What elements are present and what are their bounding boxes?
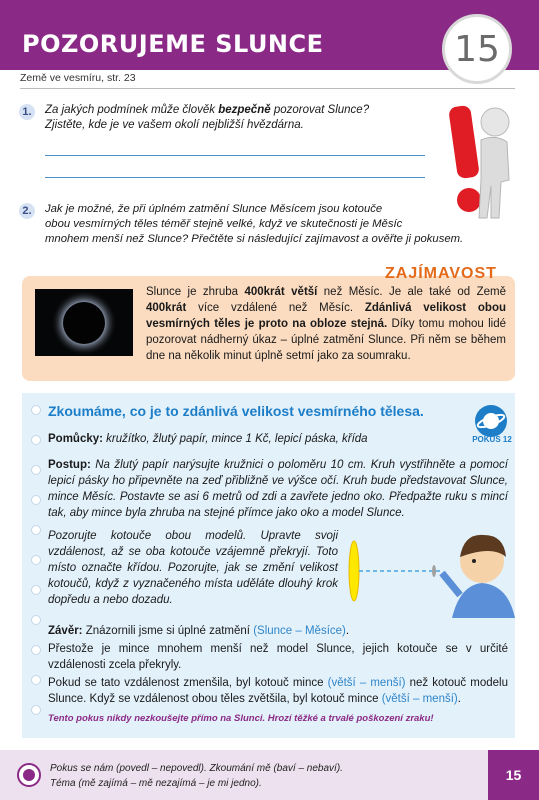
- notebook-hole: [31, 405, 41, 415]
- notebook-hole: [31, 705, 41, 715]
- zajimavost-box: [22, 276, 515, 381]
- lesson-number-badge: 15: [442, 14, 512, 84]
- experiment-notebook: [22, 393, 515, 738]
- experiment-title: Zkoumáme, co je to zdánlivá velikost vesmírného tělesa.: [48, 403, 424, 419]
- pokus-label: POKUS 12: [472, 435, 512, 444]
- notebook-hole: [31, 675, 41, 685]
- self-evaluation-text: Pokus se nám (povedl – nepovedl). Zkoumání mě (baví – nebaví). Téma (mě zajímá – mě nezajímá – je mi jedno).: [50, 763, 343, 789]
- notebook-hole: [31, 555, 41, 565]
- answer-line-1[interactable]: [45, 155, 425, 156]
- zajimavost-title: ZAJÍMAVOST: [385, 265, 497, 282]
- notebook-hole: [31, 435, 41, 445]
- experiment-illustration: [332, 523, 515, 618]
- notebook-hole: [31, 465, 41, 475]
- page-subtitle: Země ve vesmíru, str. 23: [20, 72, 136, 84]
- conclusion-paragraph-1: Přestože je mince mnohem menší než model Slunce, jejich kotouče se v určité vzdálenosti zcela překryly.: [48, 643, 508, 671]
- notebook-hole: [31, 525, 41, 535]
- notebook-hole: [31, 615, 41, 625]
- astronaut-icon: [16, 762, 42, 788]
- subtitle-divider: [20, 88, 515, 89]
- conclusion-paragraph-2: Pokud se tato vzdálenost zmenšila, byl kotouč mince (větší – menší) než kotouč modelu Slunce. Když se vzdálenost obou těles zvětšila, byl kotouč mince (větší – menší).: [48, 677, 508, 705]
- postup-continued: Pozorujte kotouče obou modelů. Upravte svoji vzdálenost, až se oba kotouče vzájemně překryjí. Toto místo označte křídou. Pozorujte, jak se změní velikost kotoučů, když z vyznačeného místa uděláte dlouhý krok dopředu a nebo dozadu.: [48, 530, 338, 606]
- pomucky-text: Pomůcky: kružítko, žlutý papír, mince 1 Kč, lepicí páska, křída: [48, 433, 368, 445]
- page-title: POZORUJEME SLUNCE: [22, 30, 324, 58]
- notebook-hole: [31, 585, 41, 595]
- notebook-hole: [31, 645, 41, 655]
- question-number-2: 2.: [19, 203, 35, 219]
- question-2-text: Jak je možné, že při úplném zatmění Slunce Měsícem jsou kotouče obou vesmírných těles téměř stejně velké, když ve skutečnosti je Měsíc mnohem menší než Slunce? Přečtěte si následující zajímavost a ověřte ji pokusem.: [45, 203, 464, 245]
- answer-line-2[interactable]: [45, 177, 425, 178]
- question-number-1: 1.: [19, 104, 35, 120]
- safety-warning: Tento pokus nikdy nezkoušejte přímo na Slunci. Hrozí těžké a trvalé poškození zraku!: [48, 713, 434, 724]
- notebook-hole: [31, 495, 41, 505]
- solar-eclipse-image: [35, 289, 133, 356]
- zajimavost-text: Slunce je zhruba 400krát větší než Měsíc. Je ale také od Země 400krát více vzdálené než Měsíc. Zdánlivá velikost obou vesmírných těles je proto na obloze stejná. Díky tomu mohou lidé pozorovat nádherný úkaz – úplné zatmění Slunce. Při něm se během dne na několik minut úplně setmí jako za soumraku.: [146, 286, 507, 362]
- zaver-text: Závěr: Znázornili jsme si úplné zatmění (Slunce – Měsíce).: [48, 625, 350, 637]
- question-1-text: Za jakých podmínek může člověk bezpečně pozorovat Slunce? Zjistěte, kde je ve vašem okolí nejbližší hvězdárna.: [45, 104, 370, 131]
- postup-text: Postup: Na žlutý papír narýsujte kružnici o poloměru 10 cm. Kruh vystřihněte a pomocí lepicí pásky ho připevněte na zeď přibližně ve výšce očí. Kruh bude představovat Slunce, mince Měsíc. Postavte se asi 6 metrů od zdi a zavřete jedno oko. Předpažte ruku s mincí tak, aby mince byla zhruba na stejné přímce jako oko a model Slunce.: [48, 459, 508, 519]
- page-number: 15: [488, 750, 539, 800]
